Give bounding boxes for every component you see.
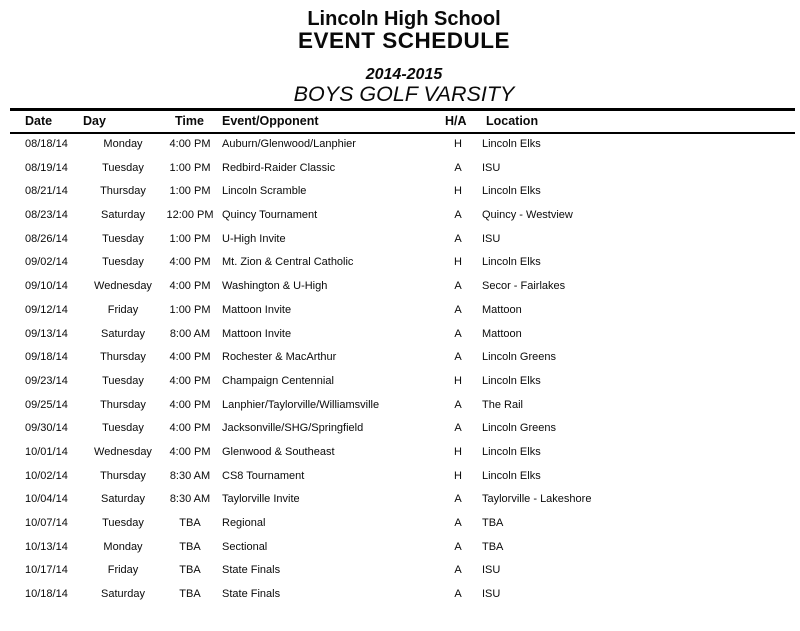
cell-ha: H — [454, 445, 462, 458]
cell-ha: A — [454, 493, 462, 506]
cell-date: 09/23/14 — [25, 374, 68, 387]
cell-location: ISU — [482, 161, 501, 174]
cell-day: Tuesday — [102, 161, 144, 174]
cell-time: 1:00 PM — [169, 232, 211, 245]
cell-location: The Rail — [482, 398, 523, 411]
schedule-title: EVENT SCHEDULE — [297, 28, 511, 53]
cell-date: 10/02/14 — [25, 469, 68, 482]
cell-location: Mattoon — [482, 303, 522, 316]
cell-date: 10/18/14 — [25, 588, 68, 601]
cell-day: Saturday — [100, 493, 146, 506]
cell-ha: A — [454, 588, 462, 601]
cell-ha: A — [454, 540, 462, 553]
cell-time: 1:00 PM — [169, 161, 211, 174]
cell-location: Lincoln Elks — [482, 469, 541, 482]
cell-day: Thursday — [100, 469, 146, 482]
cell-event: Lincoln Scramble — [222, 185, 307, 198]
cell-ha: A — [454, 351, 462, 364]
cell-event: Auburn/Glenwood/Lanphier — [222, 138, 356, 150]
table-row — [0, 370, 800, 394]
cell-ha: H — [454, 469, 462, 482]
column-header-day: Day — [83, 114, 106, 128]
cell-ha: A — [454, 398, 462, 411]
cell-location: Lincoln Elks — [482, 374, 541, 387]
cell-day: Friday — [107, 303, 139, 316]
cell-location: Lincoln Elks — [482, 445, 541, 458]
cell-event: Rochester & MacArthur — [222, 351, 337, 364]
cell-location: ISU — [482, 232, 501, 245]
cell-location: Lincoln Greens — [482, 351, 556, 364]
cell-time: TBA — [179, 588, 201, 601]
cell-time: 1:00 PM — [169, 303, 211, 316]
cell-date: 10/04/14 — [25, 493, 68, 506]
cell-date: 09/25/14 — [25, 398, 68, 411]
cell-ha: H — [454, 256, 462, 269]
cell-date: 10/01/14 — [25, 445, 68, 458]
cell-ha: H — [454, 185, 462, 198]
column-header-date: Date — [25, 114, 53, 128]
cell-event: Regional — [222, 517, 266, 529]
table-row — [0, 512, 800, 536]
cell-event: State Finals — [222, 588, 281, 601]
cell-location: Lincoln Elks — [482, 138, 541, 150]
cell-day: Monday — [103, 138, 143, 150]
table-row — [0, 204, 800, 228]
cell-event: Taylorville Invite — [222, 493, 300, 506]
cell-event: State Finals — [222, 564, 281, 577]
cell-day: Tuesday — [102, 517, 144, 529]
table-row — [0, 228, 800, 252]
cell-ha: A — [454, 564, 462, 577]
cell-date: 09/02/14 — [25, 256, 68, 269]
cell-day: Thursday — [100, 398, 146, 411]
cell-time: 4:00 PM — [169, 422, 211, 435]
cell-location: ISU — [482, 588, 501, 601]
cell-event: Glenwood & Southeast — [222, 445, 335, 458]
table-row — [0, 583, 800, 607]
column-header-location: Location — [486, 114, 539, 128]
cell-date: 09/30/14 — [25, 422, 68, 435]
cell-ha: H — [454, 138, 462, 150]
cell-event: Jacksonville/SHG/Springfield — [222, 422, 364, 435]
cell-date: 09/12/14 — [25, 303, 68, 316]
cell-ha: A — [454, 232, 462, 245]
cell-ha: H — [454, 374, 462, 387]
cell-event: Mattoon Invite — [222, 303, 292, 316]
cell-date: 10/17/14 — [25, 564, 68, 577]
cell-day: Wednesday — [94, 445, 152, 458]
cell-event: Champaign Centennial — [222, 374, 334, 387]
table-row — [0, 299, 800, 323]
cell-day: Saturday — [100, 209, 146, 222]
cell-day: Thursday — [100, 185, 146, 198]
cell-date: 08/18/14 — [25, 138, 68, 150]
cell-location: Lincoln Elks — [482, 185, 541, 198]
cell-date: 08/19/14 — [25, 161, 68, 174]
cell-ha: A — [454, 327, 462, 340]
table-row — [0, 251, 800, 275]
table-row — [0, 559, 800, 583]
cell-time: 8:30 AM — [169, 469, 211, 482]
cell-time: TBA — [179, 517, 201, 529]
table-row — [0, 346, 800, 370]
table-row — [0, 441, 800, 465]
table-row — [0, 488, 800, 512]
cell-day: Saturday — [100, 327, 146, 340]
cell-ha: A — [454, 303, 462, 316]
column-header-event: Event/Opponent — [222, 114, 319, 128]
season-label: 2014-2015 — [365, 66, 443, 83]
table-row — [0, 536, 800, 560]
cell-event: Washington & U-High — [222, 280, 328, 293]
cell-location: Secor - Fairlakes — [482, 280, 566, 293]
cell-location: ISU — [482, 564, 501, 577]
cell-ha: A — [454, 209, 462, 222]
cell-time: 8:00 AM — [169, 327, 211, 340]
table-row — [0, 157, 800, 181]
cell-day: Monday — [103, 540, 143, 553]
cell-time: TBA — [179, 564, 201, 577]
table-row — [0, 465, 800, 489]
cell-day: Tuesday — [102, 256, 144, 269]
table-row — [0, 417, 800, 441]
table-row — [0, 394, 800, 418]
cell-date: 08/26/14 — [25, 232, 68, 245]
cell-time: 1:00 PM — [169, 185, 211, 198]
cell-location: TBA — [482, 517, 504, 529]
cell-location: Lincoln Greens — [482, 422, 556, 435]
cell-day: Tuesday — [102, 232, 144, 245]
cell-date: 09/10/14 — [25, 280, 68, 293]
cell-location: Lincoln Elks — [482, 256, 541, 269]
cell-date: 10/07/14 — [25, 517, 68, 529]
cell-day: Tuesday — [102, 422, 144, 435]
school-name: Lincoln High School — [307, 8, 501, 30]
cell-event: CS8 Tournament — [222, 469, 305, 482]
cell-time: 12:00 PM — [166, 209, 214, 222]
cell-date: 09/13/14 — [25, 327, 68, 340]
column-header-time: Time — [175, 114, 204, 128]
cell-date: 10/13/14 — [25, 540, 68, 553]
table-row — [0, 323, 800, 347]
table-row — [0, 133, 800, 157]
cell-date: 09/18/14 — [25, 351, 68, 364]
cell-event: Redbird-Raider Classic — [222, 161, 336, 174]
table-body — [0, 133, 800, 607]
cell-time: 4:00 PM — [169, 374, 211, 387]
cell-day: Friday — [107, 564, 139, 577]
cell-location: Quincy - Westview — [482, 209, 573, 222]
cell-time: 8:30 AM — [169, 493, 211, 506]
cell-location: TBA — [482, 540, 504, 553]
cell-location: Mattoon — [482, 327, 522, 340]
cell-day: Saturday — [100, 588, 146, 601]
cell-date: 08/21/14 — [25, 185, 68, 198]
cell-time: 4:00 PM — [169, 280, 211, 293]
cell-event: Lanphier/Taylorville/Williamsville — [222, 398, 380, 411]
cell-time: 4:00 PM — [169, 445, 211, 458]
cell-event: U-High Invite — [222, 232, 286, 245]
table-row — [0, 275, 800, 299]
cell-time: 4:00 PM — [169, 138, 211, 150]
cell-location: Taylorville - Lakeshore — [482, 493, 592, 506]
cell-day: Tuesday — [102, 374, 144, 387]
table-row — [0, 180, 800, 204]
cell-day: Thursday — [100, 351, 146, 364]
cell-event: Sectional — [222, 540, 268, 553]
cell-time: TBA — [179, 540, 201, 553]
cell-ha: A — [454, 422, 462, 435]
cell-time: 4:00 PM — [169, 351, 211, 364]
table-header-row — [0, 111, 800, 131]
column-header-ha: H/A — [445, 114, 467, 128]
cell-time: 4:00 PM — [169, 256, 211, 269]
cell-ha: A — [454, 517, 462, 529]
team-label: BOYS GOLF VARSITY — [293, 82, 515, 106]
cell-event: Mt. Zion & Central Catholic — [222, 256, 354, 269]
cell-time: 4:00 PM — [169, 398, 211, 411]
cell-event: Mattoon Invite — [222, 327, 292, 340]
cell-date: 08/23/14 — [25, 209, 68, 222]
cell-event: Quincy Tournament — [222, 209, 318, 222]
cell-day: Wednesday — [94, 280, 152, 293]
cell-ha: A — [454, 161, 462, 174]
cell-ha: A — [454, 280, 462, 293]
